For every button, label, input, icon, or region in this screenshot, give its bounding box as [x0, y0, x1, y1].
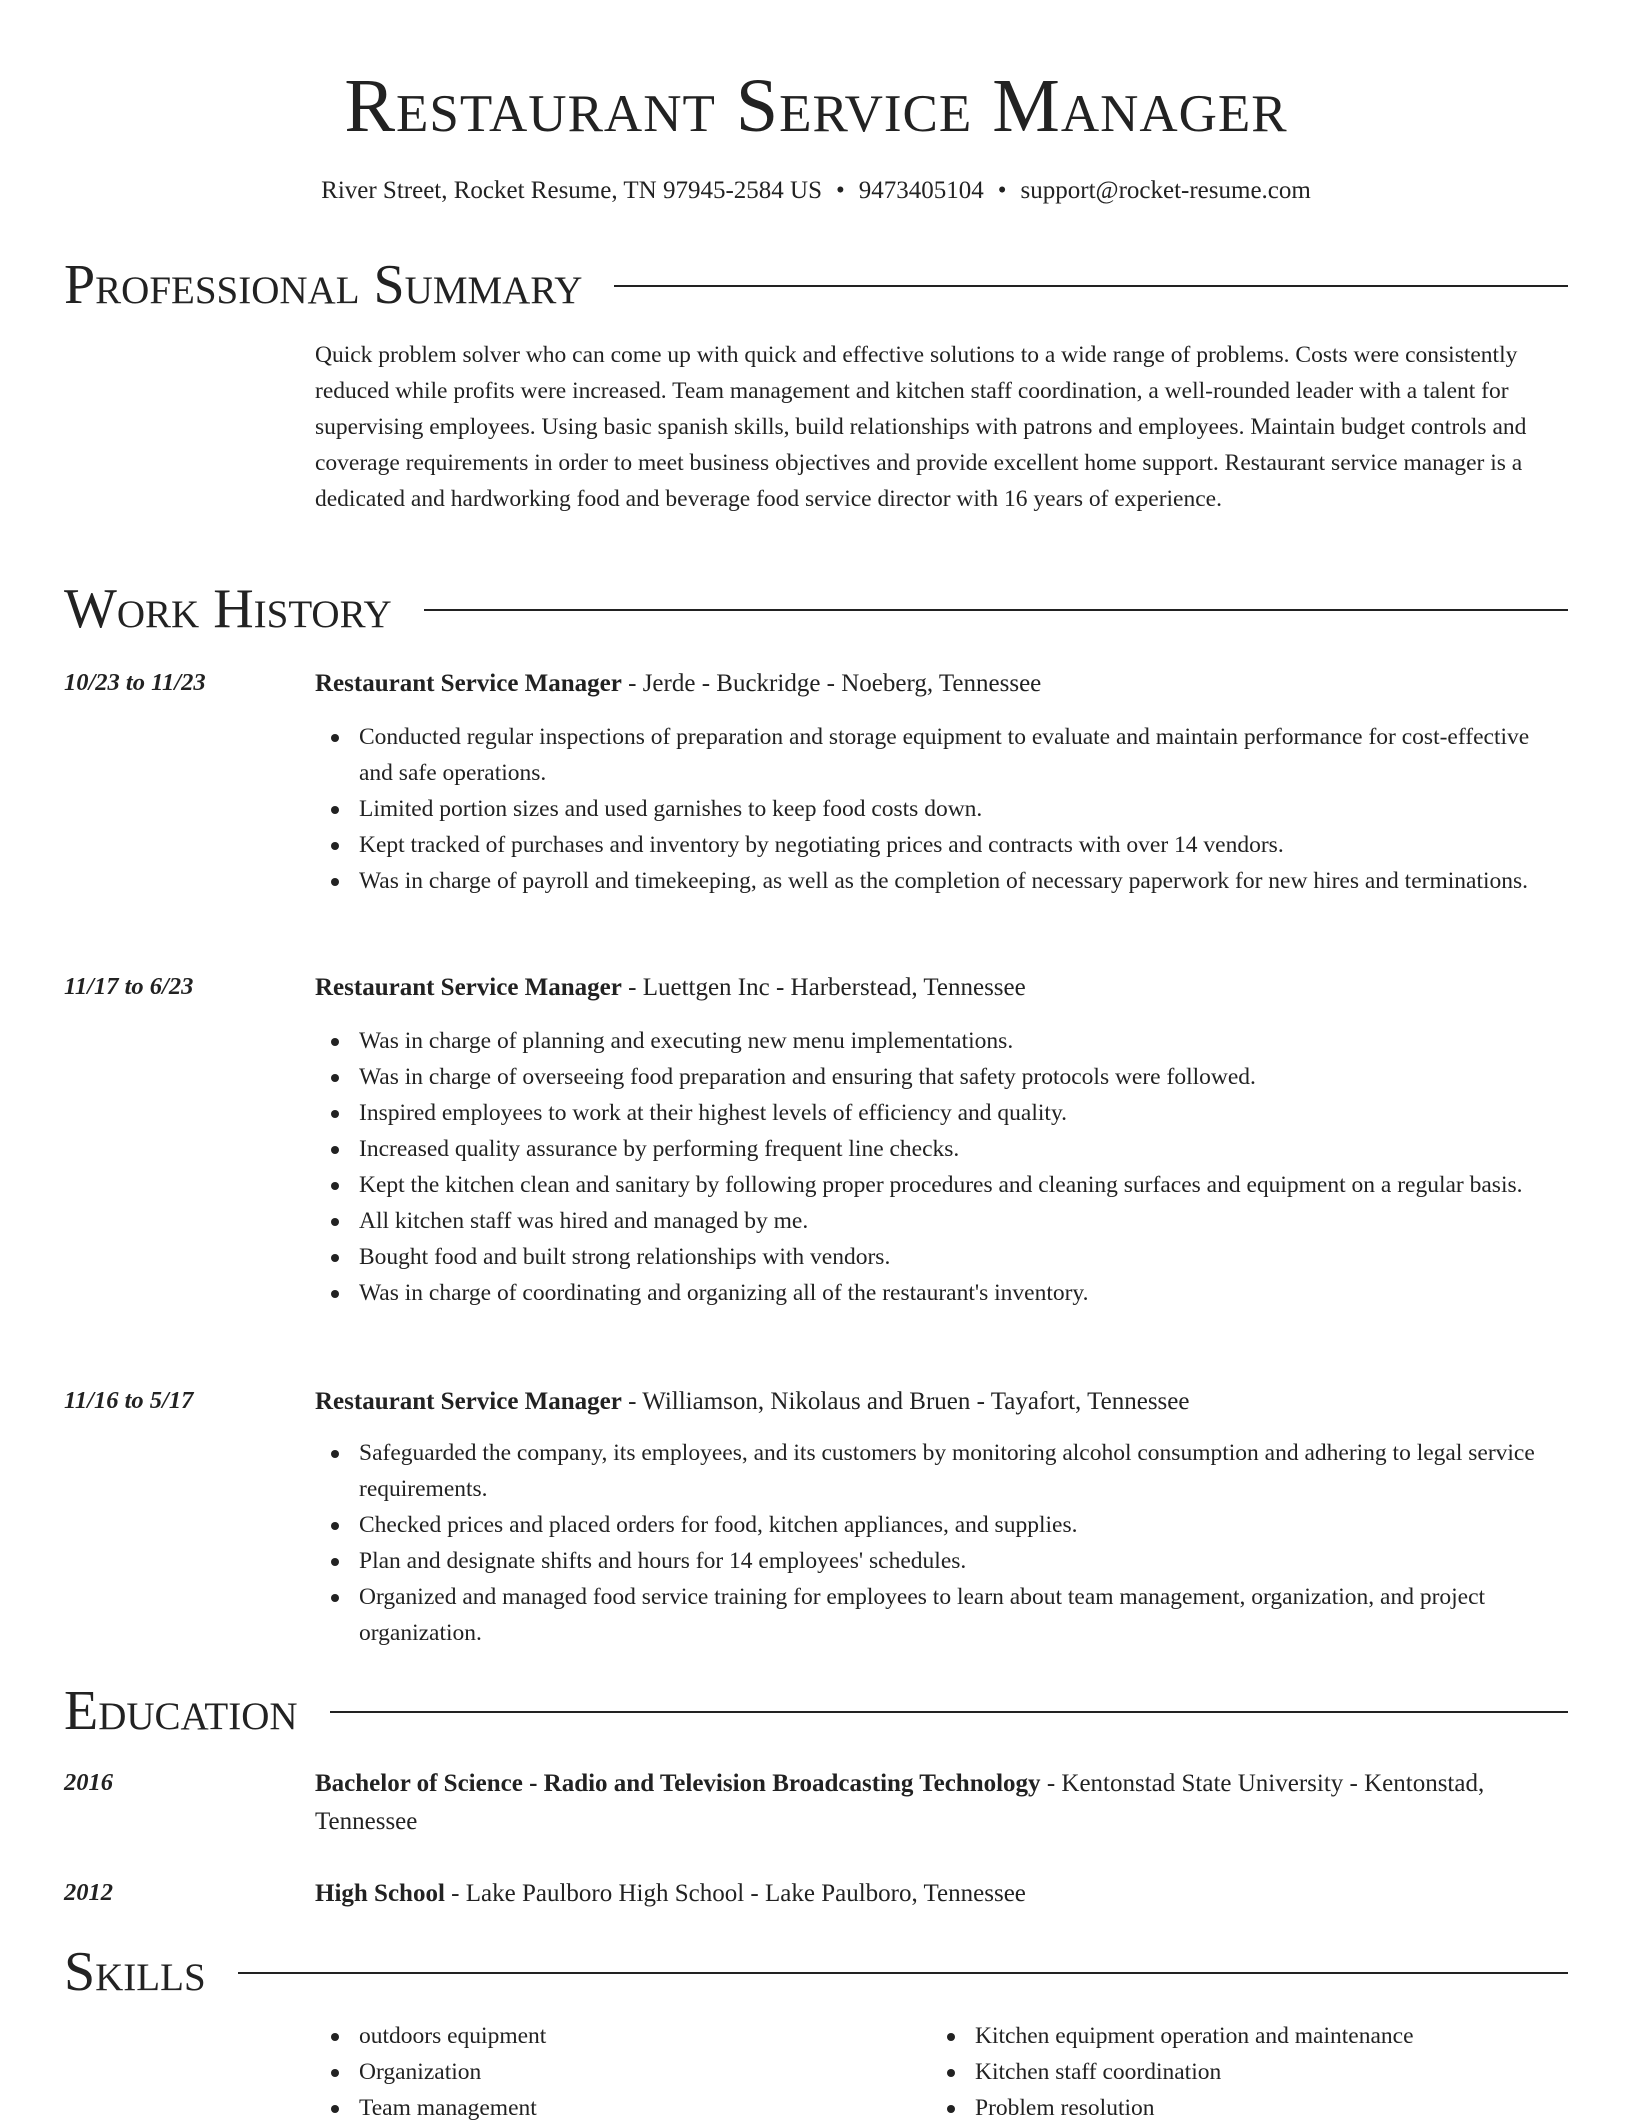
skill-item: Kitchen equipment operation and maintenance — [975, 2018, 1531, 2054]
section-header-summary — [64, 253, 1568, 317]
education-year: 2016 — [64, 1769, 113, 1796]
section-divider — [424, 609, 1568, 611]
section-divider — [614, 285, 1568, 287]
job-title: Restaurant Service Manager — [315, 1388, 622, 1415]
contact-phone: 9473405104 — [858, 177, 984, 204]
contact-address: River Street, Rocket Resume, TN 97945-2584 US — [321, 177, 823, 204]
work-dates: 10/23 to 11/23 — [64, 669, 206, 696]
section-title: Professional Summary — [64, 254, 583, 316]
list-item: Increased quality assurance by performing frequent line checks. — [359, 1131, 1568, 1167]
section-divider — [330, 1711, 1568, 1713]
work-heading — [315, 969, 1568, 1007]
work-heading — [315, 1383, 1568, 1421]
skill-item: Team management — [359, 2090, 915, 2126]
skills-column-right — [931, 2018, 1531, 2126]
job-details: - Jerde - Buckridge - Noeberg, Tennessee — [621, 670, 1042, 697]
skill-item: outdoors equipment — [359, 2018, 915, 2054]
list-item: Safeguarded the company, its employees, and its customers by monitoring alcohol consumption and adhering to legal service requirements. — [359, 1435, 1568, 1507]
degree-name: High School — [315, 1880, 445, 1907]
section-title: Education — [64, 1680, 298, 1742]
job-details: - Williamson, Nikolaus and Bruen - Tayafort, Tennessee — [621, 1388, 1190, 1415]
section-title: Skills — [64, 1941, 206, 2003]
job-title: Restaurant Service Manager — [315, 670, 622, 697]
school-details: - Lake Paulboro High School - Lake Paulboro, Tennessee — [444, 1880, 1026, 1907]
education-year: 2012 — [64, 1879, 113, 1906]
school-details: - Kentonstad State University - Kentonstad, Tennessee — [315, 1770, 1485, 1835]
contact-email: support@rocket-resume.com — [1020, 177, 1311, 204]
work-bullets — [315, 1023, 1568, 1311]
list-item: Conducted regular inspections of preparation and storage equipment to evaluate and maintain performance for cost-effective and safe operations. — [359, 719, 1568, 791]
skills-column-left — [315, 2018, 915, 2126]
work-dates: 11/16 to 5/17 — [64, 1387, 194, 1414]
contact-line — [0, 174, 1632, 208]
list-item: Inspired employees to work at their highest levels of efficiency and quality. — [359, 1095, 1568, 1131]
education-heading — [315, 1875, 1568, 1913]
list-item: Was in charge of overseeing food preparation and ensuring that safety protocols were followed. — [359, 1059, 1568, 1095]
list-item: Plan and designate shifts and hours for 14 employees' schedules. — [359, 1543, 1568, 1579]
list-item: Bought food and built strong relationships with vendors. — [359, 1239, 1568, 1275]
list-item: Kept tracked of purchases and inventory by negotiating prices and contracts with over 14 vendors. — [359, 827, 1568, 863]
skill-item: Organization — [359, 2054, 915, 2090]
job-details: - Luettgen Inc - Harberstead, Tennessee — [621, 974, 1026, 1001]
section-header-work-history — [64, 577, 1568, 641]
work-bullets — [315, 719, 1568, 899]
contact-separator: • — [997, 177, 1007, 204]
work-bullets — [315, 1435, 1568, 1651]
skill-item: Problem resolution — [975, 2090, 1531, 2126]
list-item: Was in charge of payroll and timekeeping, as well as the completion of necessary paperwork for new hires and terminations. — [359, 863, 1568, 899]
work-heading — [315, 665, 1568, 703]
contact-separator: • — [836, 177, 845, 204]
section-title: Work History — [64, 578, 392, 640]
skill-item: Kitchen staff coordination — [975, 2054, 1531, 2090]
list-item: Was in charge of coordinating and organizing all of the restaurant's inventory. — [359, 1275, 1568, 1311]
list-item: Was in charge of planning and executing new menu implementations. — [359, 1023, 1568, 1059]
list-item: Checked prices and placed orders for food, kitchen appliances, and supplies. — [359, 1507, 1568, 1543]
work-dates: 11/17 to 6/23 — [64, 973, 194, 1000]
list-item: Organized and managed food service training for employees to learn about team management, organization, and project organization. — [359, 1579, 1568, 1651]
list-item: Kept the kitchen clean and sanitary by following proper procedures and cleaning surfaces and equipment on a regular basis. — [359, 1167, 1568, 1203]
education-heading — [315, 1765, 1568, 1841]
section-header-education — [64, 1679, 1568, 1743]
section-divider — [238, 1972, 1568, 1974]
section-header-skills — [64, 1940, 1568, 2004]
candidate-name: Restaurant Service Manager — [344, 64, 1288, 148]
summary-text: Quick problem solver who can come up with quick and effective solutions to a wide range of problems. Costs were consistently reduced while profits were increased. Team management and kitchen staff coordination, a well-rounded leader with a talent for supervising employees. Using basic spanish skills, build relationships with patrons and employees. Maintain budget controls and coverage requirements in order to meet business objectives and provide excellent home support. Restaurant service manager is a dedicated and hardworking food and beverage food service director with 16 years of experience. — [315, 342, 1527, 512]
list-item: All kitchen staff was hired and managed by me. — [359, 1203, 1568, 1239]
degree-name: Bachelor of Science - Radio and Television Broadcasting Technology — [315, 1770, 1041, 1797]
job-title: Restaurant Service Manager — [315, 974, 622, 1001]
list-item: Limited portion sizes and used garnishes to keep food costs down. — [359, 791, 1568, 827]
